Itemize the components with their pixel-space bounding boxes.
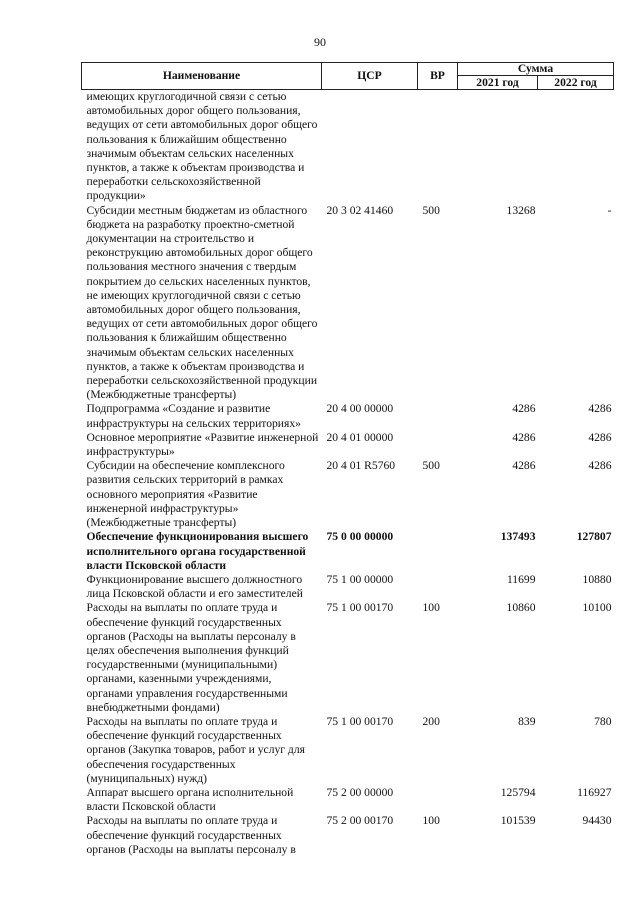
row-2022-cell: 94430 <box>582 814 612 828</box>
budget-table <box>81 62 614 857</box>
row-csr-cell <box>322 90 418 204</box>
row-2021-cell: 10860 <box>506 601 536 615</box>
row-2022-cell: 10880 <box>582 572 612 586</box>
row-2022-cell: - <box>607 203 612 217</box>
row-name-cell: Основное мероприятие «Развитие инженерной инфраструктуры» <box>86 430 319 459</box>
row-csr-cell: 20 4 00 00000 <box>326 402 394 416</box>
row-2021-cell: 11699 <box>506 572 536 586</box>
table-row <box>82 715 614 786</box>
page-number: 90 <box>314 35 326 49</box>
row-2021-cell: 4286 <box>512 459 536 473</box>
row-name-cell: Расходы на выплаты по оплате труда и обеспечение функций государственных органов (Закупка товаров, работ и услуг для обеспечения государственных (муниципальных) нужд) <box>86 714 305 785</box>
row-2022-cell: 116927 <box>577 785 612 799</box>
table-row <box>82 814 614 857</box>
table-row <box>82 601 614 715</box>
row-2022-cell: 4286 <box>588 459 612 473</box>
row-csr-cell: 75 1 00 00000 <box>326 572 394 586</box>
row-vr-cell <box>418 90 458 204</box>
row-2022-cell: 4286 <box>588 402 612 416</box>
row-vr-cell <box>418 573 458 601</box>
row-2021-cell: 839 <box>518 714 536 728</box>
row-name-cell: Функционирование высшего должностного лица Псковской области и его заместителей <box>86 572 303 601</box>
row-name-cell: Обеспечение функционирования высшего исполнительного органа государственной власти Псковской области <box>86 530 309 572</box>
row-2022-cell: 780 <box>594 714 612 728</box>
row-2021-cell: 101539 <box>500 814 536 828</box>
header-vr: ВР <box>418 63 458 90</box>
row-2021-cell: 125794 <box>500 785 536 799</box>
row-2021-cell: 13268 <box>506 203 536 217</box>
header-sum: Сумма <box>458 63 614 76</box>
row-vr-cell <box>418 402 458 430</box>
row-name-cell: Аппарат высшего органа исполнительной власти Псковской области <box>86 785 294 814</box>
table-row <box>82 402 614 430</box>
row-name-cell: Субсидии на обеспечение комплексного развития сельских территорий в рамках основного мероприятия «Развитие инженерной инфраструктуры» (Межбюджетные трансферты) <box>86 459 285 530</box>
table-row <box>82 431 614 459</box>
row-name-cell: имеющих круглогодичной связи с сетью автомобильных дорог общего пользования, ведущих от сети автомобильных дорог общего пользования к ближайшим общественно значимым объектам сельских населенных пунктов, а также к объектам производства и переработки сельскохозяйственной продукции» <box>86 90 318 203</box>
table-row <box>82 786 614 814</box>
row-name-cell: Расходы на выплаты по оплате труда и обеспечение функций государственных органов (Расходы на выплаты персоналу в <box>86 814 296 856</box>
header-name: Наименование <box>82 63 322 90</box>
row-name-cell: Субсидии местным бюджетам из областного бюджета на разработку проектно-сметной документации на строительство и реконструкцию автомобильных дорог общего пользования местного значения с твердым покрытием до сельских населенных пунктов, не имеющих круглогодичной связи с сетью автомобильных дорог общего пользования, ведущих от сети автомобильных дорог общего пользования к ближайшим общественно значимым объектам сельских населенных пунктов, а также к объектам производства и переработки сельскохозяйственной продукции (Межбюджетные трансферты) <box>86 203 318 402</box>
row-vr-cell: 200 <box>422 714 440 728</box>
row-csr-cell: 75 1 00 00170 <box>326 601 394 615</box>
header-year-2022: 2022 год <box>538 76 614 90</box>
row-csr-cell: 75 2 00 00170 <box>326 814 394 828</box>
table-row <box>82 90 614 204</box>
row-vr-cell <box>418 786 458 814</box>
row-vr-cell: 500 <box>422 459 440 473</box>
table-row <box>82 530 614 573</box>
row-2021-cell <box>458 90 538 204</box>
row-vr-cell: 100 <box>422 601 440 615</box>
table-body <box>82 90 614 857</box>
row-csr-cell: 20 4 01 00000 <box>326 430 394 444</box>
row-name-cell: Подпрограмма «Создание и развитие инфраструктуры на сельских территориях» <box>86 402 301 430</box>
row-2022-cell: 4286 <box>588 430 612 444</box>
table-row <box>82 459 614 530</box>
row-vr-cell <box>418 530 458 573</box>
row-csr-cell: 20 4 01 R5760 <box>326 459 396 473</box>
row-2021-cell: 137493 <box>500 530 536 544</box>
row-2021-cell: 4286 <box>512 402 536 416</box>
table-header <box>82 63 614 90</box>
row-2022-cell: 127807 <box>576 530 612 544</box>
row-csr-cell: 75 2 00 00000 <box>326 785 394 799</box>
table-row <box>82 204 614 403</box>
row-vr-cell: 100 <box>422 814 440 828</box>
row-csr-cell: 20 3 02 41460 <box>326 203 394 217</box>
row-2022-cell: 10100 <box>582 601 612 615</box>
header-year-2021: 2021 год <box>458 76 538 90</box>
table-row <box>82 573 614 601</box>
row-vr-cell: 500 <box>422 203 440 217</box>
row-csr-cell: 75 0 00 00000 <box>326 530 394 544</box>
header-csr: ЦСР <box>322 63 418 90</box>
row-2022-cell <box>538 90 614 204</box>
row-csr-cell: 75 1 00 00170 <box>326 714 394 728</box>
row-name-cell: Расходы на выплаты по оплате труда и обеспечение функций государственных органов (Расходы на выплаты персоналу в целях обеспечения выполнения функций государственными (муниципальными) органами, казенными учреждениями, органами управления государственными внебюджетными фондами) <box>86 601 296 714</box>
row-2021-cell: 4286 <box>512 430 536 444</box>
row-vr-cell <box>418 431 458 459</box>
